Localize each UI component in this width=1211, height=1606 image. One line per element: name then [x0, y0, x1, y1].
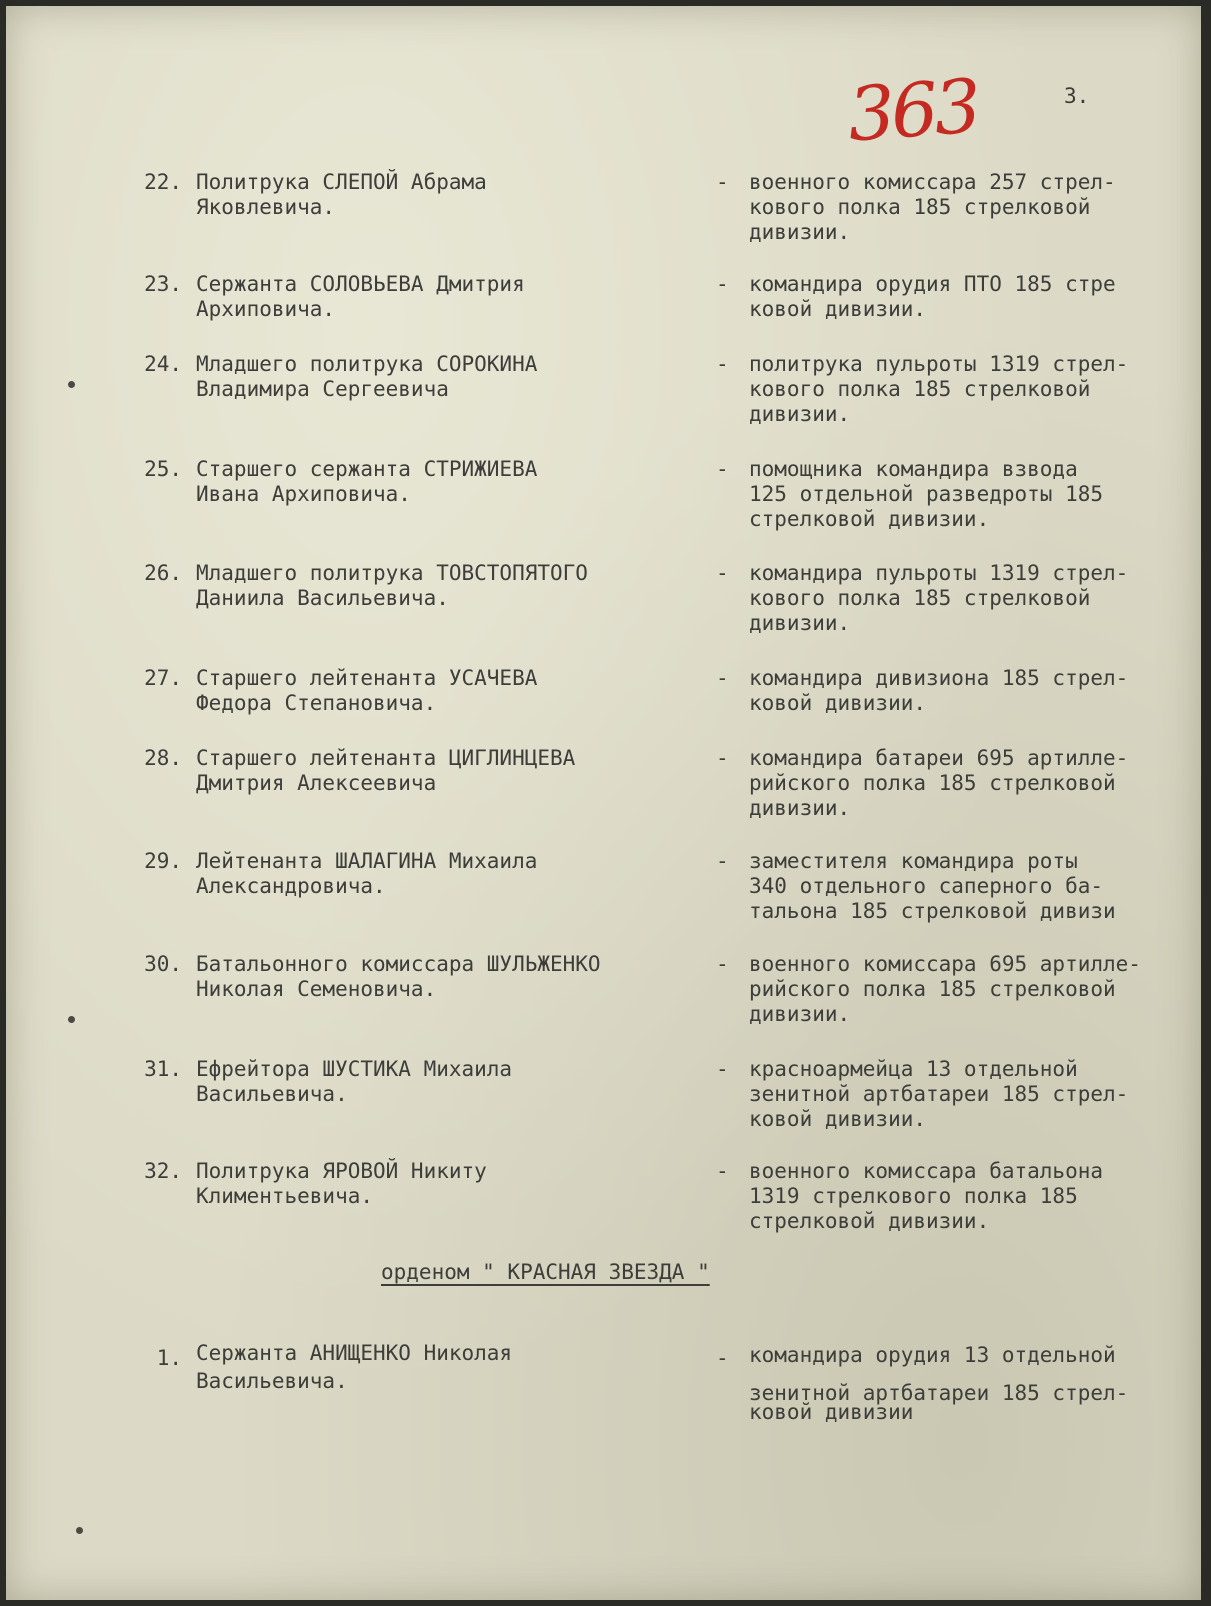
entry-name: Младшего политрука СОРОКИНА Владимира Сергеевича [196, 352, 538, 401]
entry-dash: - [716, 352, 729, 376]
entry-position: помощника командира взвода 125 отдельной разведроты 185 стрелковой дивизии. [749, 457, 1104, 531]
punch-hole-mark [68, 1016, 75, 1023]
entry-position: красноармейца 13 отдельной зенитной артбатареи 185 стрел- ковой дивизии. [749, 1057, 1129, 1131]
section-heading: орденом " КРАСНАЯ ЗВЕЗДА " [381, 1260, 710, 1284]
entry-name: Батальонного комиссара ШУЛЬЖЕНКО Николая Семеновича. [196, 952, 601, 1001]
entry-number: 27. [144, 666, 182, 690]
entry-name: Сержанта СОЛОВЬЕВА Дмитрия Архиповича. [196, 272, 525, 321]
entry-name: Младшего политрука ТОВСТОПЯТОГО Даниила Васильевича. [196, 561, 588, 610]
entry-position: политрука пульроты 1319 стрел- кового полка 185 стрелковой дивизии. [749, 352, 1129, 426]
entry-name: Политрука ЯРОВОЙ Никиту Климентьевича. [196, 1159, 487, 1208]
entry-position: военного комиссара 257 стрел- кового полка 185 стрелковой дивизии. [749, 170, 1116, 244]
page-number: 3. [1064, 84, 1090, 108]
entry-number: 26. [144, 561, 182, 585]
document-page [6, 6, 1201, 1600]
entry-number: 28. [144, 746, 182, 770]
entry-dash: - [716, 1057, 729, 1081]
entry-name: Старшего лейтенанта ЦИГЛИНЦЕВА Дмитрия Алексеевича [196, 746, 576, 795]
punch-hole-mark [68, 381, 75, 388]
entry-dash: - [716, 457, 729, 481]
entry-dash: - [716, 666, 729, 690]
entry-name: Политрука СЛЕПОЙ Абрама Яковлевича. [196, 170, 487, 219]
entry-dash: - [716, 561, 729, 585]
entry-position: заместителя командира роты 340 отдельного саперного ба- тальона 185 стрелковой дивизи [749, 849, 1116, 923]
entry-name: Старшего сержанта СТРИЖИЕВА Ивана Архиповича. [196, 457, 538, 506]
entry-number: 24. [144, 352, 182, 376]
entry-dash: - [716, 1159, 729, 1183]
entry-dash: - [716, 272, 729, 296]
entry-position: командира батареи 695 артилле- рийского полка 185 стрелковой дивизии. [749, 746, 1129, 820]
entry-dash: - [716, 746, 729, 770]
entry-number: 29. [144, 849, 182, 873]
archive-folio-number: 363 [845, 63, 981, 159]
entry-dash: - [716, 1346, 729, 1370]
entry-dash: - [716, 952, 729, 976]
punch-hole-mark [76, 1527, 83, 1534]
entry-position: командира пульроты 1319 стрел- кового полка 185 стрелковой дивизии. [749, 561, 1129, 635]
entry-position: командира дивизиона 185 стрел- ковой дивизии. [749, 666, 1129, 715]
entry-name: Старшего лейтенанта УСАЧЕВА Федора Степановича. [196, 666, 538, 715]
entry-position: командира орудия 13 отдельной зенитной артбатареи 185 стрел- ковой дивизии [749, 1343, 1129, 1424]
entry-number: 22. [144, 170, 182, 194]
entry-dash: - [716, 849, 729, 873]
entry-position: военного комиссара 695 артилле- рийского полка 185 стрелковой дивизии. [749, 952, 1141, 1026]
entry-number: 25. [144, 457, 182, 481]
entry-name: Ефрейтора ШУСТИКА Михаила Васильевича. [196, 1057, 513, 1106]
entry-number: 23. [144, 272, 182, 296]
entry-position: командира орудия ПТО 185 стре ковой дивизии. [749, 272, 1116, 321]
entry-name: Лейтенанта ШАЛАГИНА Михаила Александровича. [196, 849, 538, 898]
entry-name: Сержанта АНИЩЕНКО Николая Васильевича. [196, 1341, 513, 1393]
entry-position: военного комиссара батальона 1319 стрелкового полка 185 стрелковой дивизии. [749, 1159, 1104, 1233]
entry-number: 30. [144, 952, 182, 976]
entry-dash: - [716, 170, 729, 194]
entry-number: 1. [156, 1346, 182, 1370]
entry-number: 32. [144, 1159, 182, 1183]
entry-number: 31. [144, 1057, 182, 1081]
